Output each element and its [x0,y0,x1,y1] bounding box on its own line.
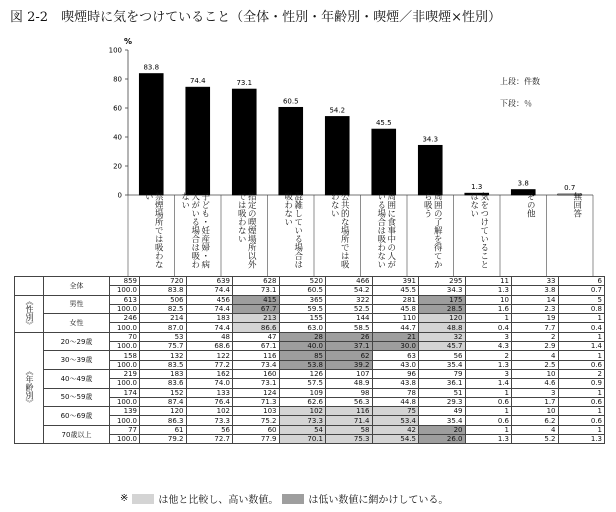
y-tick-label: 100 [108,46,122,55]
count-cell: 175 [419,295,466,304]
count-cell: 1 [558,407,605,416]
count-cell: 183 [186,314,233,323]
percent-cell: 59.5 [279,304,326,313]
percent-cell: 63.0 [279,323,326,332]
count-cell: 3 [512,388,559,397]
count-cell: 213 [233,314,280,323]
category-label: 子ども・妊産婦・病人がいる場合は吸わない [179,192,210,269]
count-cell: 214 [140,314,187,323]
percent-cell: 36.1 [419,379,466,388]
category-label: 指定の喫煙場所以外では吸わない [236,192,257,269]
total-cell: 100.0 [110,342,140,351]
data-label: 74.4 [189,77,206,86]
count-cell: 281 [372,295,419,304]
percent-cell: 5.2 [512,435,559,444]
count-cell: 28 [279,332,326,341]
count-cell: 10 [512,369,559,378]
percent-cell: 0.4 [558,323,605,332]
group-label-text: 《性別》 [25,296,34,329]
count-cell: 466 [326,277,373,286]
data-label: 45.5 [375,119,392,128]
percent-cell: 2.9 [512,342,559,351]
percent-cell: 53.4 [372,416,419,425]
count-cell: 144 [326,314,373,323]
percent-cell: 77.9 [233,435,280,444]
page-title: 図 2-2 喫煙時に気をつけていること（全体・性別・年齢別・喫煙／非喫煙×性別） [10,10,501,25]
data-label: 0.7 [564,183,576,192]
row-label: 女性 [44,314,110,333]
percent-cell: 62.6 [279,397,326,406]
table-row [15,314,605,323]
percent-cell: 74.4 [186,286,233,295]
row-label: 30～39歳 [44,351,110,370]
count-cell: 78 [372,388,419,397]
count-cell: 102 [186,407,233,416]
table-row [15,369,605,378]
percent-cell: 3.8 [512,286,559,295]
count-cell: 122 [186,351,233,360]
count-cell: 98 [326,388,373,397]
percent-cell: 1.7 [512,397,559,406]
count-cell: 107 [326,369,373,378]
total-cell: 100.0 [110,323,140,332]
count-cell: 79 [419,369,466,378]
percent-cell: 2.3 [512,304,559,313]
count-cell: 1 [558,314,605,323]
count-cell: 124 [233,388,280,397]
row-label: 40～49歳 [44,369,110,388]
count-cell: 120 [419,314,466,323]
count-cell: 126 [279,369,326,378]
percent-cell: 77.2 [186,360,233,369]
total-cell: 100.0 [110,435,140,444]
percent-cell: 73.3 [186,416,233,425]
percent-cell: 6.2 [512,416,559,425]
total-cell: 613 [110,295,140,304]
percent-cell: 1.6 [465,304,512,313]
count-cell: 506 [140,295,187,304]
count-cell: 61 [140,425,187,434]
percent-cell: 86.3 [140,416,187,425]
total-cell: 70 [110,332,140,341]
percent-cell: 45.5 [372,286,419,295]
percent-cell: 1.4 [558,342,605,351]
count-cell: 116 [326,407,373,416]
category-label: 無回答 [571,192,582,218]
y-tick-label: 0 [117,191,122,200]
count-cell: 10 [465,295,512,304]
percent-cell: 87.0 [140,323,187,332]
category-label: 気をつけていることはない [468,192,489,269]
percent-cell: 39.2 [326,360,373,369]
count-cell: 183 [140,369,187,378]
percent-cell: 74.4 [186,323,233,332]
count-cell: 1 [465,314,512,323]
percent-cell: 45.7 [419,342,466,351]
count-cell: 365 [279,295,326,304]
count-cell: 120 [140,407,187,416]
data-label: 1.3 [471,183,483,192]
percent-cell: 71.4 [326,416,373,425]
percent-cell: 48.8 [419,323,466,332]
count-cell: 2 [558,369,605,378]
count-cell: 110 [372,314,419,323]
percent-cell: 74.0 [186,379,233,388]
percent-cell: 58.5 [326,323,373,332]
footnote-mark: ※ [120,493,129,504]
category-label: 周囲に食事中の人がいる場合は吸わない [375,192,396,269]
row-label: 20～29歳 [44,332,110,351]
category-label: 禁煙場所では吸わない [143,192,164,269]
count-cell: 3 [465,369,512,378]
count-cell: 116 [233,351,280,360]
percent-cell: 68.6 [186,342,233,351]
bar [372,129,396,195]
percent-cell: 1.3 [465,360,512,369]
data-label: 34.3 [422,135,439,144]
total-cell: 77 [110,425,140,434]
count-cell: 2 [465,351,512,360]
percent-cell: 35.4 [419,416,466,425]
group-label [15,295,44,332]
count-cell: 51 [419,388,466,397]
count-cell: 85 [279,351,326,360]
percent-cell: 0.7 [558,286,605,295]
percent-cell: 83.5 [140,360,187,369]
percent-cell: 37.1 [326,342,373,351]
y-tick-label: 80 [113,75,122,84]
count-cell: 720 [140,277,187,286]
count-cell: 62 [326,351,373,360]
total-cell: 219 [110,369,140,378]
group-label-text: 《年齢別》 [25,367,34,408]
total-cell: 100.0 [110,304,140,313]
bar [418,145,442,195]
percent-cell: 28.5 [419,304,466,313]
count-cell: 295 [419,277,466,286]
count-cell: 456 [186,295,233,304]
table-row [15,332,605,341]
percent-cell: 2.5 [512,360,559,369]
count-cell: 96 [372,369,419,378]
count-cell: 48 [186,332,233,341]
percent-cell: 4.6 [512,379,559,388]
count-cell: 1 [558,332,605,341]
y-tick-label: 40 [113,133,122,142]
count-cell: 53 [140,332,187,341]
percent-cell: 1.3 [558,435,605,444]
count-cell: 56 [419,351,466,360]
percent-cell: 75.7 [140,342,187,351]
count-cell: 103 [233,407,280,416]
total-cell: 139 [110,407,140,416]
count-cell: 628 [233,277,280,286]
count-cell: 11 [465,277,512,286]
percent-cell: 40.0 [279,342,326,351]
row-label: 60～69歳 [44,407,110,426]
bar [186,87,210,195]
percent-cell: 0.6 [465,416,512,425]
percent-cell: 26.0 [419,435,466,444]
table-row [15,425,605,434]
bar [325,116,349,195]
count-cell: 109 [279,388,326,397]
y-tick-label: 20 [113,162,122,171]
percent-cell: 35.4 [419,360,466,369]
percent-cell: 29.3 [419,397,466,406]
data-label: 3.8 [517,179,529,188]
percent-cell: 72.7 [186,435,233,444]
percent-cell: 73.1 [233,379,280,388]
y-tick-label: 60 [113,104,122,113]
percent-cell: 0.6 [558,360,605,369]
category-label: その他 [525,192,536,218]
percent-cell: 45.8 [372,304,419,313]
percent-cell: 67.1 [233,342,280,351]
row-label: 70歳以上 [44,425,110,444]
count-cell: 391 [372,277,419,286]
count-cell: 14 [512,295,559,304]
percent-cell: 75.3 [326,435,373,444]
count-cell: 155 [279,314,326,323]
percent-cell: 1.4 [465,379,512,388]
percent-cell: 52.5 [326,304,373,313]
total-cell: 158 [110,351,140,360]
percent-cell: 44.8 [372,397,419,406]
count-cell: 520 [279,277,326,286]
count-cell: 639 [186,277,233,286]
count-cell: 1 [558,388,605,397]
total-cell: 100.0 [110,286,140,295]
row-label: 全体 [44,277,110,296]
percent-cell: 57.5 [279,379,326,388]
percent-cell: 1.3 [465,286,512,295]
count-cell: 1 [465,425,512,434]
count-cell: 6 [558,277,605,286]
count-cell: 42 [372,425,419,434]
percent-cell: 75.2 [233,416,280,425]
percent-cell: 30.0 [372,342,419,351]
percent-cell: 56.3 [326,397,373,406]
percent-cell: 86.6 [233,323,280,332]
percent-cell: 71.3 [233,397,280,406]
percent-cell: 0.6 [558,397,605,406]
total-cell: 246 [110,314,140,323]
percent-cell: 79.2 [140,435,187,444]
percent-cell: 43.0 [372,360,419,369]
category-label: 混雑している場合は吸わない [282,192,303,269]
count-cell: 32 [419,332,466,341]
percent-cell: 54.2 [326,286,373,295]
count-cell: 56 [186,425,233,434]
legend-note-bottom: 下段：％ [500,99,532,108]
footnote-high: は他と比較し、高い数値。 [158,495,279,506]
count-cell: 1 [465,407,512,416]
count-cell: 54 [279,425,326,434]
percent-cell: 83.6 [140,379,187,388]
data-label: 60.5 [282,97,299,106]
count-cell: 10 [512,407,559,416]
total-cell: 174 [110,388,140,397]
percent-cell: 0.9 [558,379,605,388]
bar [279,107,303,195]
total-cell: 100.0 [110,416,140,425]
percent-cell: 53.8 [279,360,326,369]
count-cell: 2 [512,332,559,341]
footnote-low: は低い数値に網かけしている。 [308,495,449,506]
percent-cell: 74.4 [186,304,233,313]
count-cell: 3 [465,332,512,341]
percent-cell: 0.6 [465,397,512,406]
total-cell: 100.0 [110,379,140,388]
count-cell: 160 [233,369,280,378]
count-cell: 20 [419,425,466,434]
count-cell: 4 [512,351,559,360]
group-label [15,277,44,296]
table-row [15,277,605,286]
data-label: 83.8 [143,63,160,72]
percent-cell: 73.3 [279,416,326,425]
data-table [14,276,605,444]
percent-cell: 44.7 [372,323,419,332]
percent-cell: 82.5 [140,304,187,313]
y-axis-label: % [123,37,133,46]
count-cell: 152 [140,388,187,397]
percent-cell: 7.7 [512,323,559,332]
percent-cell: 73.4 [233,360,280,369]
percent-cell: 54.5 [372,435,419,444]
count-cell: 5 [558,295,605,304]
count-cell: 1 [465,388,512,397]
count-cell: 26 [326,332,373,341]
percent-cell: 70.1 [279,435,326,444]
count-cell: 49 [419,407,466,416]
percent-cell: 48.9 [326,379,373,388]
percent-cell: 67.7 [233,304,280,313]
table-row [15,351,605,360]
count-cell: 19 [512,314,559,323]
table-row [15,407,605,416]
percent-cell: 76.4 [186,397,233,406]
count-cell: 75 [372,407,419,416]
high-swatch [132,494,154,504]
count-cell: 33 [512,277,559,286]
count-cell: 58 [326,425,373,434]
bar [232,89,256,195]
percent-cell: 4.3 [465,342,512,351]
percent-cell: 0.6 [558,416,605,425]
count-cell: 102 [279,407,326,416]
count-cell: 415 [233,295,280,304]
count-cell: 60 [233,425,280,434]
count-cell: 4 [512,425,559,434]
count-cell: 133 [186,388,233,397]
table-row [15,388,605,397]
count-cell: 1 [558,351,605,360]
legend-note-top: 上段：件数 [500,77,540,86]
data-label: 54.2 [329,106,346,115]
bar [139,73,163,195]
footnote [120,491,448,506]
percent-cell: 43.8 [372,379,419,388]
count-cell: 162 [186,369,233,378]
percent-cell: 73.1 [233,286,280,295]
percent-cell: 87.4 [140,397,187,406]
row-label: 男性 [44,295,110,314]
total-cell: 100.0 [110,397,140,406]
percent-cell: 34.3 [419,286,466,295]
group-label [15,332,44,444]
category-label: 公共的な場所では吸わない [329,192,350,269]
percent-cell: 1.3 [465,435,512,444]
total-cell: 859 [110,277,140,286]
percent-cell: 0.8 [558,304,605,313]
data-label: 73.1 [236,79,253,88]
total-cell: 100.0 [110,360,140,369]
count-cell: 1 [558,425,605,434]
category-label: 周囲の了解を得てから吸う [422,192,443,269]
count-cell: 132 [140,351,187,360]
count-cell: 63 [372,351,419,360]
row-label: 50～59歳 [44,388,110,407]
count-cell: 322 [326,295,373,304]
percent-cell: 0.4 [465,323,512,332]
table-row [15,295,605,304]
count-cell: 21 [372,332,419,341]
percent-cell: 83.8 [140,286,187,295]
low-swatch [282,494,304,504]
percent-cell: 60.5 [279,286,326,295]
count-cell: 47 [233,332,280,341]
